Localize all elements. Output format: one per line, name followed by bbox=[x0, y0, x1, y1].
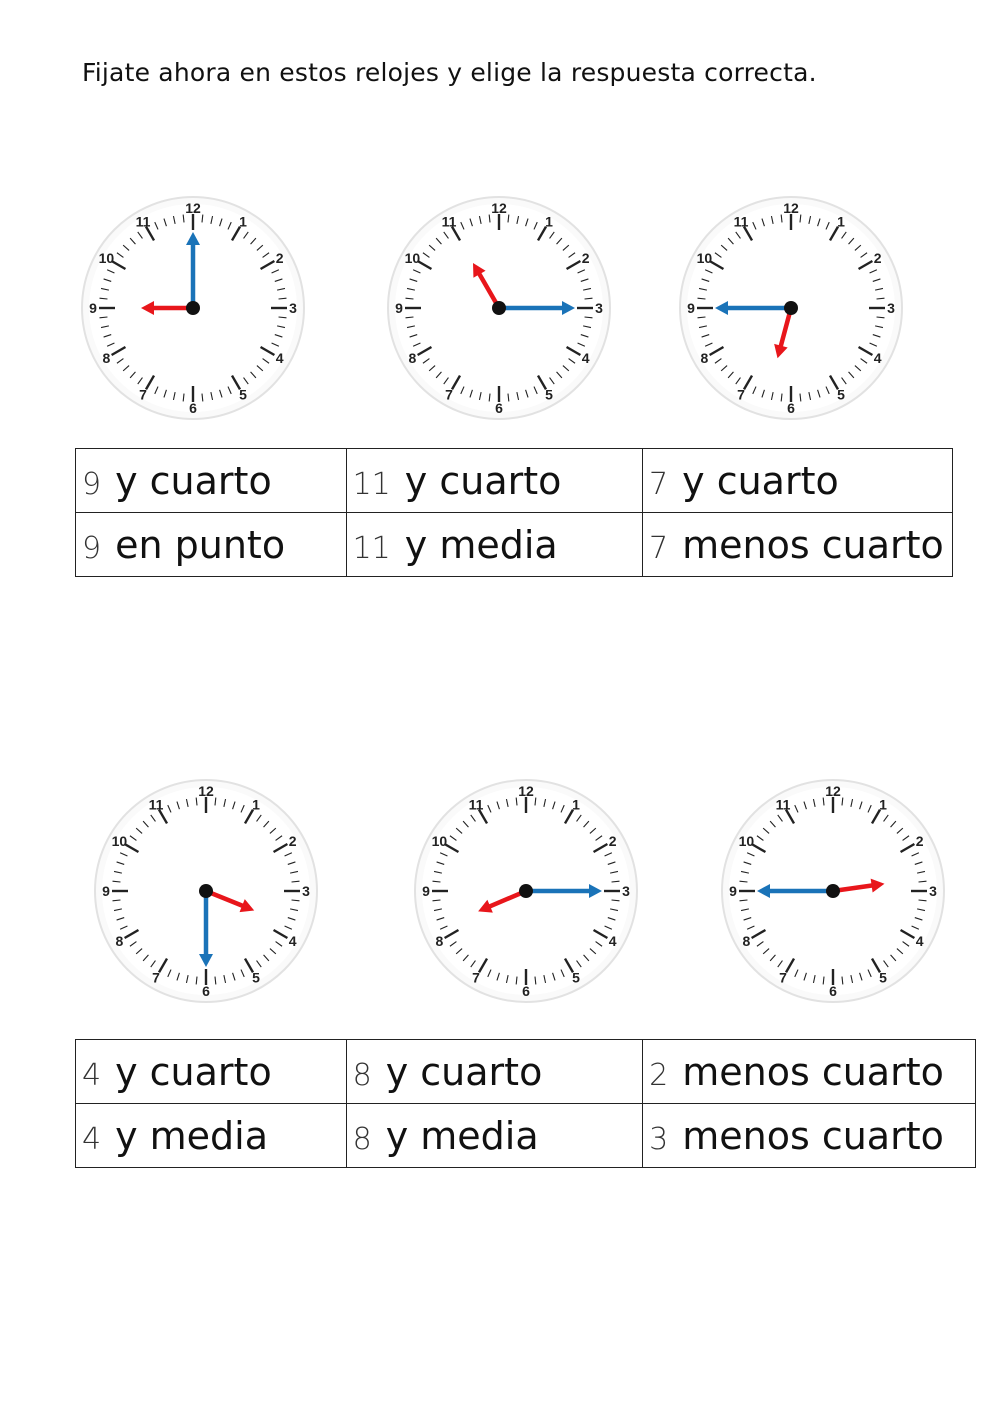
answer-option[interactable] bbox=[643, 449, 953, 513]
clock-numeral: 2 bbox=[288, 833, 297, 849]
clock-numeral: 5 bbox=[837, 386, 845, 403]
clock-3 bbox=[676, 193, 906, 423]
table-row bbox=[76, 1104, 976, 1168]
clock-face bbox=[384, 193, 614, 423]
clock-numeral: 4 bbox=[608, 933, 617, 949]
answer-option[interactable] bbox=[76, 1040, 347, 1104]
option-number: 8 bbox=[352, 1121, 372, 1157]
clock-2 bbox=[384, 193, 614, 423]
clock-numeral: 11 bbox=[441, 213, 457, 230]
option-number: 2 bbox=[649, 1057, 669, 1093]
clock-numeral: 4 bbox=[275, 350, 284, 366]
option-number: 4 bbox=[82, 1057, 102, 1093]
clock-numeral: 3 bbox=[595, 300, 603, 316]
clock-center-pin bbox=[186, 301, 200, 315]
clock-face bbox=[91, 776, 321, 1006]
option-number: 4 bbox=[82, 1121, 102, 1157]
answer-option[interactable] bbox=[346, 513, 642, 577]
table-row bbox=[76, 513, 953, 577]
clock-numeral: 1 bbox=[545, 213, 553, 230]
clock-numeral: 5 bbox=[239, 386, 247, 403]
clock-numeral: 10 bbox=[431, 833, 448, 849]
clock-numeral: 8 bbox=[408, 350, 417, 366]
answer-option[interactable] bbox=[346, 449, 642, 513]
clock-numeral: 12 bbox=[491, 200, 507, 216]
option-text: y cuarto bbox=[682, 458, 839, 503]
option-text: y cuarto bbox=[385, 1049, 543, 1094]
clock-numeral: 6 bbox=[829, 983, 837, 999]
clock-4 bbox=[91, 776, 321, 1006]
clock-numeral: 11 bbox=[775, 796, 791, 813]
clock-center-pin bbox=[519, 884, 533, 898]
clock-numeral: 2 bbox=[581, 250, 590, 266]
clock-numeral: 9 bbox=[729, 883, 737, 899]
option-text: menos cuarto bbox=[682, 1113, 944, 1158]
clock-numeral: 12 bbox=[518, 783, 534, 799]
option-number: 8 bbox=[352, 1057, 372, 1093]
clock-numeral: 10 bbox=[98, 250, 115, 266]
clock-numeral: 1 bbox=[252, 796, 260, 813]
clock-numeral: 8 bbox=[102, 350, 111, 366]
option-text: y cuarto bbox=[115, 458, 272, 503]
clock-numeral: 4 bbox=[581, 350, 590, 366]
clock-center-pin bbox=[199, 884, 213, 898]
clock-numeral: 11 bbox=[468, 796, 484, 813]
clock-numeral: 7 bbox=[737, 386, 745, 403]
clock-numeral: 2 bbox=[275, 250, 284, 266]
clock-face bbox=[411, 776, 641, 1006]
answer-option[interactable] bbox=[76, 449, 347, 513]
option-number: 7 bbox=[649, 530, 669, 566]
option-number: 7 bbox=[649, 466, 669, 502]
clock-numeral: 7 bbox=[445, 386, 453, 403]
clock-numeral: 8 bbox=[435, 933, 444, 949]
clock-numeral: 1 bbox=[239, 213, 247, 230]
clock-1 bbox=[78, 193, 308, 423]
clock-numeral: 9 bbox=[687, 300, 695, 316]
clock-center-pin bbox=[826, 884, 840, 898]
clock-numeral: 2 bbox=[915, 833, 924, 849]
option-number: 9 bbox=[82, 466, 102, 502]
option-text: y media bbox=[115, 1113, 269, 1158]
clock-numeral: 11 bbox=[148, 796, 164, 813]
clock-numeral: 1 bbox=[837, 213, 845, 230]
clock-numeral: 6 bbox=[522, 983, 530, 999]
clock-numeral: 9 bbox=[422, 883, 430, 899]
option-text: y media bbox=[385, 1113, 539, 1158]
clock-numeral: 3 bbox=[289, 300, 297, 316]
answers-table-2 bbox=[75, 1039, 976, 1168]
clock-numeral: 12 bbox=[198, 783, 214, 799]
clock-face bbox=[78, 193, 308, 423]
answer-option[interactable] bbox=[76, 513, 347, 577]
clock-numeral: 6 bbox=[787, 400, 795, 416]
answer-option[interactable] bbox=[346, 1104, 643, 1168]
clock-numeral: 6 bbox=[495, 400, 503, 416]
answer-option[interactable] bbox=[76, 1104, 347, 1168]
clock-numeral: 10 bbox=[696, 250, 713, 266]
clock-numeral: 12 bbox=[825, 783, 841, 799]
clock-numeral: 11 bbox=[733, 213, 749, 230]
table-row bbox=[76, 1040, 976, 1104]
clock-numeral: 5 bbox=[545, 386, 553, 403]
option-text: y cuarto bbox=[115, 1049, 272, 1094]
table-row bbox=[76, 449, 953, 513]
clock-numeral: 3 bbox=[302, 883, 310, 899]
clock-numeral: 6 bbox=[202, 983, 210, 999]
answer-option[interactable] bbox=[643, 513, 953, 577]
clock-numeral: 4 bbox=[288, 933, 297, 949]
clock-numeral: 3 bbox=[929, 883, 937, 899]
clock-face bbox=[718, 776, 948, 1006]
clock-numeral: 5 bbox=[879, 969, 887, 986]
clock-numeral: 7 bbox=[139, 386, 147, 403]
option-text: menos cuarto bbox=[682, 1049, 944, 1094]
option-number: 9 bbox=[82, 530, 102, 566]
clock-numeral: 8 bbox=[115, 933, 124, 949]
clock-numeral: 9 bbox=[89, 300, 97, 316]
answer-option[interactable] bbox=[643, 1040, 976, 1104]
option-number: 11 bbox=[352, 466, 391, 502]
clock-numeral: 12 bbox=[783, 200, 799, 216]
clock-face bbox=[676, 193, 906, 423]
clock-numeral: 10 bbox=[111, 833, 128, 849]
clock-numeral: 10 bbox=[738, 833, 755, 849]
option-text: y media bbox=[404, 522, 558, 567]
option-number: 3 bbox=[649, 1121, 669, 1157]
clock-numeral: 6 bbox=[189, 400, 197, 416]
answers-table-1 bbox=[75, 448, 953, 577]
clock-numeral: 2 bbox=[608, 833, 617, 849]
answer-option[interactable] bbox=[346, 1040, 643, 1104]
clock-numeral: 5 bbox=[252, 969, 260, 986]
clock-numeral: 4 bbox=[873, 350, 882, 366]
option-text: y cuarto bbox=[404, 458, 562, 503]
clock-numeral: 8 bbox=[742, 933, 751, 949]
clock-numeral: 9 bbox=[395, 300, 403, 316]
clock-center-pin bbox=[784, 301, 798, 315]
clock-numeral: 9 bbox=[102, 883, 110, 899]
clock-numeral: 7 bbox=[152, 969, 160, 986]
clock-numeral: 1 bbox=[572, 796, 580, 813]
clock-numeral: 4 bbox=[915, 933, 924, 949]
clock-numeral: 3 bbox=[887, 300, 895, 316]
clock-numeral: 10 bbox=[404, 250, 421, 266]
answer-option[interactable] bbox=[643, 1104, 976, 1168]
instruction-text: Fijate ahora en estos relojes y elige la respuesta correcta. bbox=[82, 58, 817, 87]
clock-numeral: 7 bbox=[472, 969, 480, 986]
clock-6 bbox=[718, 776, 948, 1006]
clock-numeral: 3 bbox=[622, 883, 630, 899]
clock-numeral: 1 bbox=[879, 796, 887, 813]
clock-center-pin bbox=[492, 301, 506, 315]
clock-numeral: 8 bbox=[700, 350, 709, 366]
clock-5 bbox=[411, 776, 641, 1006]
clock-numeral: 7 bbox=[779, 969, 787, 986]
clock-numeral: 5 bbox=[572, 969, 580, 986]
clock-numeral: 12 bbox=[185, 200, 201, 216]
option-text: en punto bbox=[115, 522, 286, 567]
clock-numeral: 2 bbox=[873, 250, 882, 266]
clock-numeral: 11 bbox=[135, 213, 151, 230]
option-number: 11 bbox=[352, 530, 391, 566]
option-text: menos cuarto bbox=[682, 522, 944, 567]
